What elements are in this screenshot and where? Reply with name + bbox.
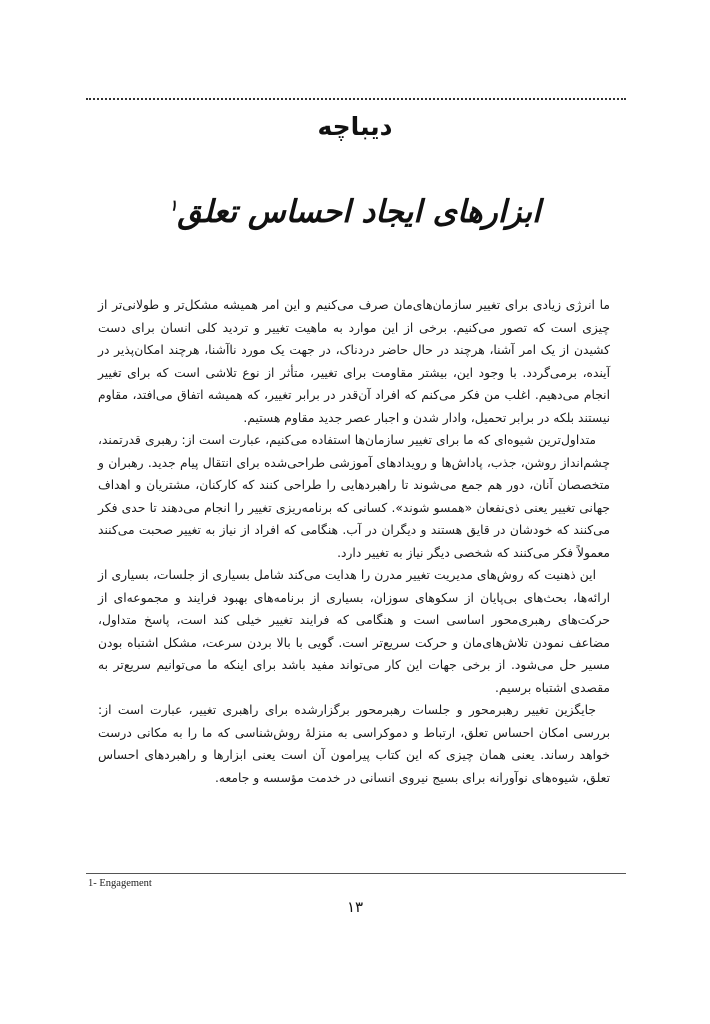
footnote-marker: ۱ xyxy=(169,196,178,215)
chapter-title-text: ابزارهای ایجاد احساس تعلق xyxy=(177,194,541,230)
paragraph-2: متداول‌ترین شیوه‌ای که ما برای تغییر سازمان‌ها استفاده می‌کنیم، عبارت است از: رهبری قدرتمند، چشم‌انداز روشن، جذب، پاداش‌ها و رویدادهای آموزشی طراحی‌شده برای انتقال پیام جدید. رهبران و متخصصان آنان، دور هم جمع می‌شوند تا راهبردهایی را طراحی کنند که کارکنان، مشتریان و اهداف جهانی تغییر یعنی ذی‌نفعان «همسو شوند». کسانی که برنامه‌ریزی تغییر را انجام می‌دهند تا حدی فکر می‌کنند که خودشان در قایق هستند و دیگران در آب. هنگامی که افراد از نیاز به تغییر صحبت می‌کنند معمولاً فکر می‌کنند که شخصی دیگر نیاز به تغییر دارد. xyxy=(98,433,610,560)
page-number: ۱۳ xyxy=(346,898,364,916)
paragraph-4: جایگزین تغییر رهبرمحور و جلسات رهبرمحور برگزارشده برای راهبری تغییر، عبارت است از: بررسی امکان احساس تعلق، ارتباط و دموکراسی به منزلهٔ روش‌شناسی که ما را به مکانی درست خواهد رساند. یعنی همان چیزی که این کتاب پیرامون آن است یعنی ابزارها و راهبردهای احساس تعلق، شیوه‌های نوآورانه برای بسیج نیروی انسانی در خدمت مؤسسه و جامعه. xyxy=(98,703,610,785)
chapter-title xyxy=(0,194,710,230)
body-text xyxy=(98,294,610,789)
footnote-rule xyxy=(86,873,626,874)
paragraph-3: این ذهنیت که روش‌های مدیریت تغییر مدرن را هدایت می‌کند شامل بسیاری از جلسات، بسیاری از ارائه‌ها، بحث‌های بی‌پایان از سکوهای سوزان، بسیاری از برنامه‌های بهبود فرایند و مجموعه‌ای از حرکت‌های رهبری‌محور اساسی است و هنگامی که فرایند تغییر خیلی کند است، پاسخ متداول، مضاعف نمودن تلاش‌های‌مان و حرکت سریع‌تر است. گویی با بالا بردن سرعت، مشکل اشتباه بودن مسیر حل می‌شود. از برخی جهات این کار می‌تواند مفید باشد برای اینکه ما می‌توانیم سریع‌تر به مقصدی اشتباه برسیم. xyxy=(98,568,610,695)
footnote: 1- Engagement xyxy=(88,878,152,889)
section-heading: دیباچه xyxy=(317,112,393,141)
top-dotted-rule xyxy=(86,98,626,100)
paragraph-1: ما انرژی زیادی برای تغییر سازمان‌های‌مان صرف می‌کنیم و این امر همیشه مشکل‌تر و طولانی‌تر از چیزی است که تصور می‌کنیم. برخی از این موارد به ماهیت تغییر و تردید کلی انسان برای دست کشیدن از یک امر آشنا، هرچند در حال حاضر دردناک، در جهت یک مورد ناآشنا، هرچند امکان‌پذیر در آینده، برمی‌گردد. با وجود این، بیشتر مقاومت برای تغییر، متأثر از نوع تلاشی است که برای تغییر انجام می‌دهیم. اغلب من فکر می‌کنم که افراد آن‌قدر در برابر تغییر، که همیشه اتفاق می‌افتد، مقاوم نیستند بلکه در برابر تحمیل، وادار شدن و اجبار عصر جدید مقاوم هستیم. xyxy=(98,298,610,425)
